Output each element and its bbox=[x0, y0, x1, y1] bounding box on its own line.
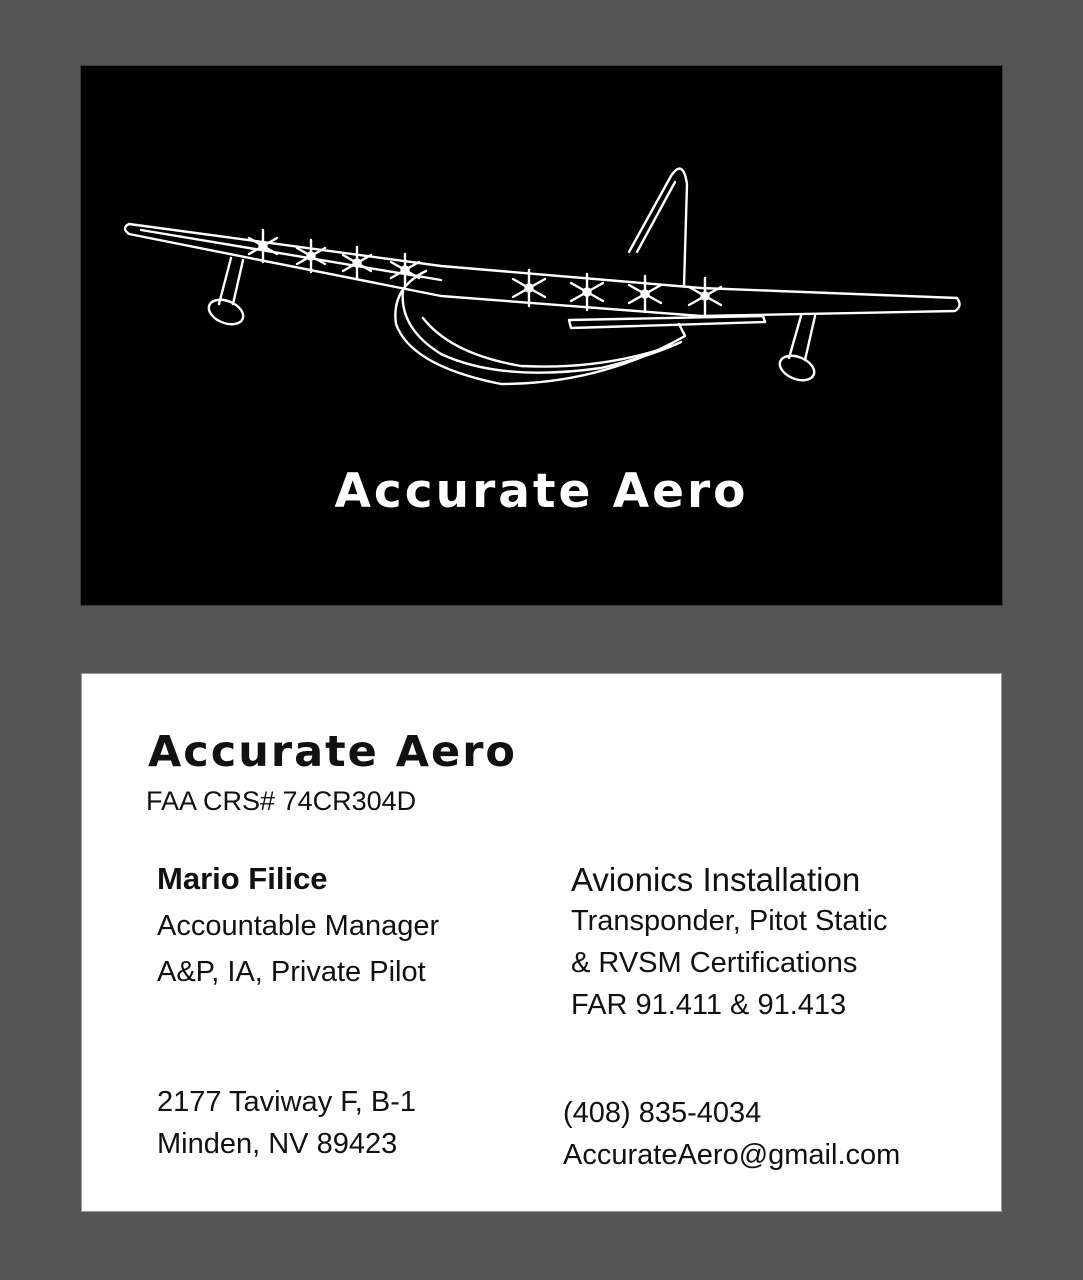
flying-boat-line-art-icon bbox=[81, 66, 1002, 426]
phone-number: (408) 835-4034 bbox=[563, 1097, 762, 1129]
back-company-name: Accurate Aero bbox=[148, 727, 517, 777]
services-line: & RVSM Certifications bbox=[571, 947, 858, 979]
contact-credentials: A&P, IA, Private Pilot bbox=[157, 956, 426, 988]
front-company-name: Accurate Aero bbox=[334, 464, 749, 519]
business-card-back bbox=[81, 673, 1002, 1212]
address-line-2: Minden, NV 89423 bbox=[157, 1128, 398, 1160]
services-line: Transponder, Pitot Static bbox=[571, 905, 888, 937]
faa-certificate: FAA CRS# 74CR304D bbox=[146, 786, 417, 816]
contact-title: Accountable Manager bbox=[157, 910, 440, 942]
email-address: AccurateAero@gmail.com bbox=[563, 1139, 901, 1171]
services-line: FAR 91.411 & 91.413 bbox=[571, 989, 847, 1021]
services-heading: Avionics Installation bbox=[571, 861, 861, 898]
contact-name: Mario Filice bbox=[157, 861, 328, 896]
address-line-1: 2177 Taviway F, B-1 bbox=[157, 1086, 416, 1118]
business-card-front bbox=[81, 66, 1002, 605]
